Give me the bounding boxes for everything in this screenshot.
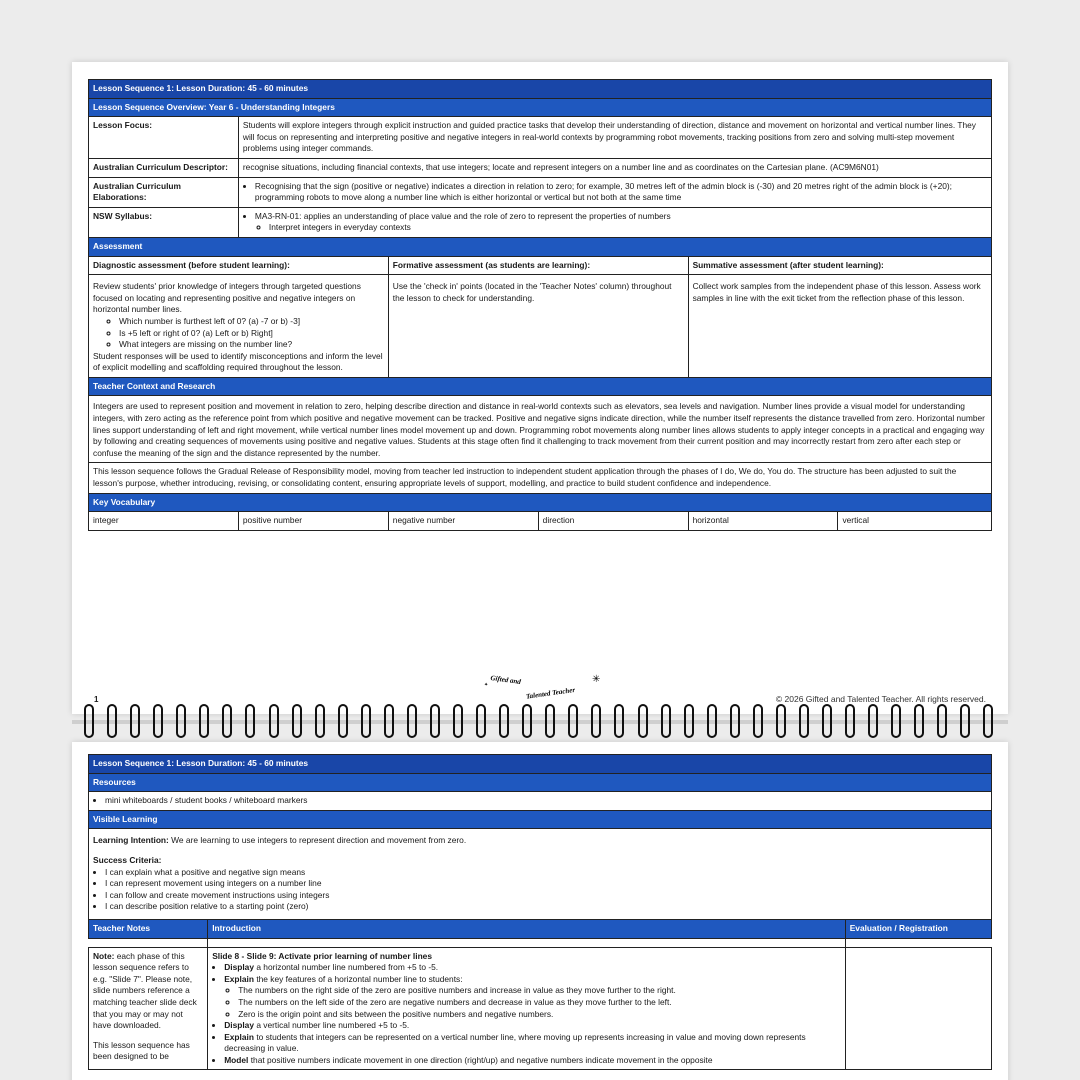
binding-ring: [407, 704, 417, 738]
step-verb: Explain: [224, 973, 254, 984]
visible-learning-title: Visible Learning: [89, 810, 992, 829]
resources-item: • mini whiteboards / student books / whiteboard markers: [105, 795, 987, 807]
learning-intention-label: Learning Intention:: [93, 835, 169, 846]
binding-ring: [430, 704, 440, 738]
binding-ring: [476, 704, 486, 738]
binding-ring: [545, 704, 555, 738]
learning-intention-text: We are learning to use integers to represent direction and movement from zero.: [171, 835, 467, 846]
evaluation-header: Evaluation / Registration: [845, 919, 991, 938]
lesson-plan-table: [88, 754, 992, 1070]
lesson-overview-table: [88, 79, 992, 531]
step-verb: Explain: [224, 1031, 254, 1042]
binding-ring: [222, 704, 232, 738]
diagnostic-intro: Review students' prior knowledge of integers through targeted questions focused on locating and representing positive and negative integers on horizontal number lines.: [93, 281, 361, 315]
context-paragraph-1: Integers are used to represent position and movement in relation to zero, helping describe direction and distance in real-world contexts such as elevators, sea levels and navigation. Number lines provide a visual model for understanding integers, with zero acting as the reference point from which positive and negative movement can be tracked. Positive and negative signs indicate direction, while the number itself represents the distance travelled from zero. Horizontal number lines support understanding of left and right movement, while vertical number lines model movement up and down. Programming robot movements along number lines allows students to apply integer concepts in a practical and engaging way by following and creating sequences of movements using positive and negative values. Students at this stage often find it challenging to track movement from their current position and may incorrectly restart from zero after each step or confuse the meaning of the sign and the distance represented by the number.: [89, 396, 992, 463]
page-1-content: [88, 79, 992, 706]
vocab-term: direction: [538, 512, 688, 531]
step-sub-item: ◦ Zero is the origin point and sits between the positive numbers and negative numbers.: [238, 1009, 841, 1021]
descriptor-label: Australian Curriculum Descriptor:: [89, 158, 239, 177]
svg-text:Gifted and: Gifted and: [490, 673, 522, 687]
success-criteria-label: Success Criteria:: [93, 854, 162, 865]
nsw-cell: [238, 207, 991, 237]
binding-ring: [891, 704, 901, 738]
binding-ring: [614, 704, 624, 738]
vocab-term: horizontal: [688, 512, 838, 531]
binding-ring: [384, 704, 394, 738]
svg-text:✳: ✳: [592, 674, 601, 685]
formative-title: Formative assessment (as students are learning):: [388, 256, 688, 275]
binding-ring: [868, 704, 878, 738]
note-text: each phase of this lesson sequence refers to e.g. "Slide 7". Please note, slide numbers reference a matching teacher slide deck that you may or may not have downloaded.: [93, 950, 197, 1031]
diagnostic-outro: Student responses will be used to identify misconceptions and inform the level of explicit modelling and scaffolding required throughout the lesson.: [93, 350, 383, 373]
step-sub-item: ◦ The numbers on the right side of the zero are positive numbers and increase in value as they move further to the right.: [238, 985, 841, 997]
binding-ring: [153, 704, 163, 738]
sequence-title-2: Lesson Sequence 1: Lesson Duration: 45 - 60 minutes: [89, 755, 992, 774]
vocab-term: negative number: [388, 512, 538, 531]
binding-ring: [661, 704, 671, 738]
binding-ring: [960, 704, 970, 738]
success-criterion: • I can explain what a positive and negative sign means: [105, 867, 987, 879]
page-number: 1: [94, 695, 99, 704]
evaluation-cell: [845, 947, 991, 1070]
binding-ring: [453, 704, 463, 738]
binding-ring: [983, 704, 993, 738]
binding-ring: [591, 704, 601, 738]
introduction-header: Introduction: [208, 919, 846, 938]
lesson-focus-text: Students will explore integers through explicit instruction and guided practice tasks that develop their understanding of direction, distance and movement on horizontal and vertical number lines. They will focus on representing and interpreting positive and negative integers in real-world contexts by programming robot movements, tracking positions from zero and solving multi-step movement problems using integer commands.: [238, 117, 991, 159]
step-verb: Model: [224, 1054, 249, 1065]
diagnostic-question: ◦ Which number is furthest left of 0? (a) -7 or b) -3]: [119, 316, 384, 328]
vocab-term: positive number: [238, 512, 388, 531]
elaborations-cell: [238, 177, 991, 207]
diagnostic-title: Diagnostic assessment (before student learning):: [89, 256, 389, 275]
formative-text: Use the 'check in' points (located in the 'Teacher Notes' column) throughout the lesson to check for understanding.: [388, 275, 688, 378]
sequence-title: Lesson Sequence 1: Lesson Duration: 45 - 60 minutes: [89, 80, 992, 99]
binding-ring: [822, 704, 832, 738]
visible-learning-cell: [89, 829, 992, 920]
document-page-1: [72, 62, 1008, 714]
nsw-outcome: MA3-RN-01: applies an understanding of place value and the role of zero to represent the properties of numbers: [254, 210, 671, 221]
elaborations-text: • Recognising that the sign (positive or negative) indicates a direction in relation to zero; for example, 30 metres left of the admin block is (-30) and 20 metres right of the admin block is (+20); programming robots to move along a number line which is either horizontal or vertical but not both at the same time: [255, 181, 987, 204]
step-verb: Display: [224, 962, 254, 973]
step-text: a horizontal number line numbered from +5 to -5.: [256, 962, 439, 973]
diagnostic-question: ◦ What integers are missing on the number line?: [119, 339, 384, 351]
binding-ring: [568, 704, 578, 738]
spiral-binding: [84, 704, 994, 740]
binding-ring: [107, 704, 117, 738]
binding-ring: [84, 704, 94, 738]
svg-text:✦: ✦: [484, 682, 489, 688]
overview-title: Lesson Sequence Overview: Year 6 - Understanding Integers: [89, 98, 992, 117]
binding-ring: [730, 704, 740, 738]
step-verb: Display: [224, 1020, 254, 1031]
binding-ring: [130, 704, 140, 738]
step-text: that positive numbers indicate movement in one direction (right/up) and negative numbers indicate movement in the opposite: [250, 1054, 713, 1065]
assessment-title: Assessment: [89, 237, 992, 256]
elaborations-label: Australian Curriculum Elaborations:: [89, 177, 239, 207]
diagnostic-cell: [89, 275, 389, 378]
binding-ring: [269, 704, 279, 738]
step-sub-item: ◦ The numbers on the left side of the zero are negative numbers and decrease in value as they move further to the left.: [238, 997, 841, 1009]
introduction-cell: [208, 947, 846, 1070]
nsw-sub-outcome: ◦ Interpret integers in everyday contexts: [269, 222, 987, 234]
diagnostic-question: ◦ Is +5 left or right of 0? (a) Left or b) Right]: [119, 328, 384, 340]
success-criterion: • I can describe position relative to a starting point (zero): [105, 901, 987, 913]
binding-ring: [292, 704, 302, 738]
note-label: Note:: [93, 950, 115, 961]
teacher-notes-header: Teacher Notes: [89, 919, 208, 938]
binding-ring: [845, 704, 855, 738]
descriptor-text: recognise situations, including financial contexts, that use integers; locate and represent integers on a number line and as coordinates on the Cartesian plane. (AC9M6N01): [238, 158, 991, 177]
teacher-notes-cell: [89, 947, 208, 1070]
step-text: a vertical number line numbered +5 to -5.: [256, 1020, 410, 1031]
step-text: the key features of a horizontal number line to students:: [256, 973, 463, 984]
resources-cell: [89, 792, 992, 811]
resources-title: Resources: [89, 773, 992, 792]
binding-ring: [684, 704, 694, 738]
lesson-focus-label: Lesson Focus:: [89, 117, 239, 159]
binding-ring: [199, 704, 209, 738]
step-text: to students that integers can be represented on a vertical number line, where moving up represents increasing in value and moving down represents decreasing in value.: [224, 1031, 806, 1054]
copyright-text: © 2026 Gifted and Talented Teacher. All rights reserved.: [775, 694, 986, 704]
vocab-title: Key Vocabulary: [89, 493, 992, 512]
binding-ring: [176, 704, 186, 738]
summative-title: Summative assessment (after student learning):: [688, 256, 991, 275]
binding-ring: [361, 704, 371, 738]
summative-text: Collect work samples from the independent phase of this lesson. Assess work samples in line with the exit ticket from the reflection phase of this lesson.: [688, 275, 991, 378]
document-page-2: [72, 742, 1008, 1080]
vocab-term: integer: [89, 512, 239, 531]
binding-ring: [338, 704, 348, 738]
page-2-content: [88, 754, 992, 1070]
nsw-label: NSW Syllabus:: [89, 207, 239, 237]
binding-ring: [245, 704, 255, 738]
success-criterion: • I can follow and create movement instructions using integers: [105, 890, 987, 902]
binding-ring: [638, 704, 648, 738]
context-paragraph-2: This lesson sequence follows the Gradual Release of Responsibility model, moving from teacher led instruction to independent student application through the phases of I do, We do, You do. The structure has been adjusted to suit the lesson's purpose, whether introducing, revising, or consolidating content, ensuring appropriate levels of support, modelling, and practice to build student confidence and independence.: [89, 463, 992, 493]
binding-ring: [799, 704, 809, 738]
context-title: Teacher Context and Research: [89, 377, 992, 396]
binding-ring: [522, 704, 532, 738]
binding-ring: [753, 704, 763, 738]
svg-text:Talented Teacher: Talented Teacher: [525, 685, 576, 701]
vocab-term: vertical: [838, 512, 992, 531]
gifted-talented-teacher-logo: [480, 670, 620, 702]
binding-ring: [776, 704, 786, 738]
binding-ring: [499, 704, 509, 738]
binding-ring: [315, 704, 325, 738]
slide-heading: Slide 8 - Slide 9: Activate prior learning of number lines: [212, 950, 433, 961]
binding-ring: [707, 704, 717, 738]
success-criterion: • I can represent movement using integers on a number line: [105, 878, 987, 890]
binding-ring: [914, 704, 924, 738]
note-text-2: This lesson sequence has been designed to be: [93, 1039, 190, 1062]
binding-ring: [937, 704, 947, 738]
